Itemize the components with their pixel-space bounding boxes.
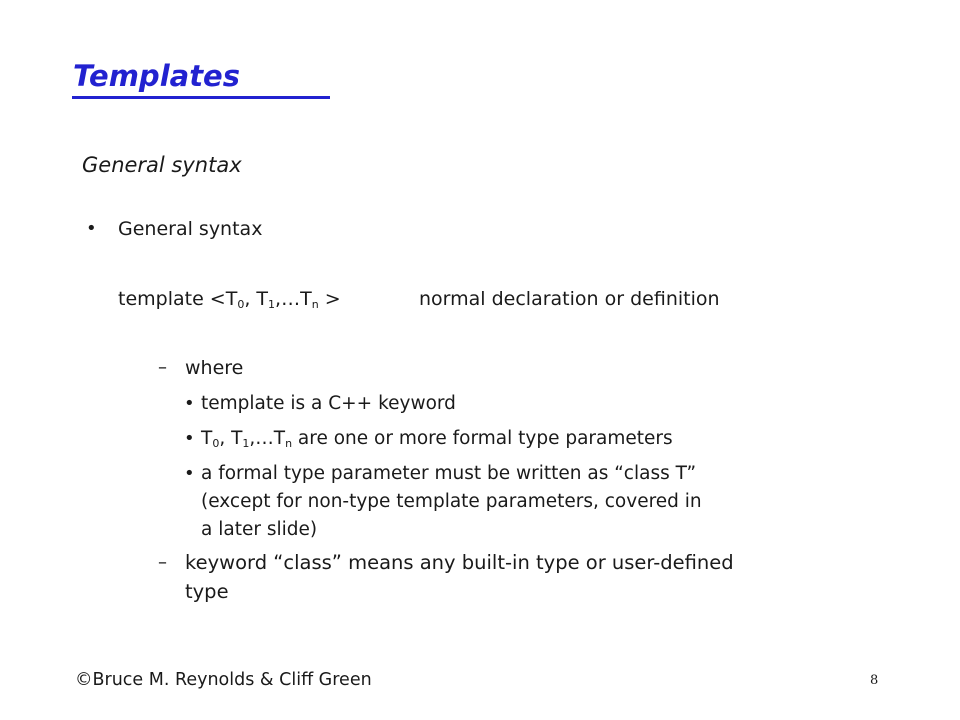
param-sub-1: 1 — [242, 437, 250, 450]
param-t: T — [201, 428, 213, 449]
where-item-class-line-1: a formal type parameter must be written as “class T” — [201, 463, 697, 484]
bullet-dot: • — [86, 218, 97, 239]
param-sub-0: 0 — [212, 437, 220, 450]
where-item-class-line-3: a later slide) — [201, 519, 318, 540]
dash-marker: – — [158, 552, 167, 573]
param-sep-1: , T — [219, 428, 243, 449]
sub-bullet-dot: • — [184, 393, 195, 414]
where-item-type-params — [201, 426, 673, 452]
footer-copyright: ©Bruce M. Reynolds & Cliff Green — [75, 670, 372, 690]
syntax-description: normal declaration or definition — [419, 288, 720, 310]
syntax-sub-n: n — [311, 298, 319, 311]
page-number: 8 — [870, 673, 879, 688]
template-syntax-line — [118, 286, 341, 312]
slide-subtitle: General syntax — [82, 153, 242, 177]
keyword-class-line-2: type — [185, 580, 229, 603]
syntax-sub-0: 0 — [237, 298, 245, 311]
bullet-general-syntax: General syntax — [118, 218, 263, 240]
param-rest: are one or more formal type parameters — [292, 428, 673, 449]
slide-title: Templates — [73, 59, 240, 93]
sub-bullet-dot: • — [184, 428, 195, 449]
syntax-sep-1: , T — [244, 288, 269, 310]
where-item-class-line-2: (except for non-type template parameters, covered in — [201, 491, 702, 512]
where-label: where — [185, 357, 244, 379]
keyword-class-line-1: keyword “class” means any built-in type or user-defined — [185, 551, 734, 574]
syntax-prefix: template <T — [118, 288, 238, 310]
param-sep-2: ,…T — [249, 428, 286, 449]
dash-marker: – — [158, 357, 167, 378]
where-item-keyword: template is a C++ keyword — [201, 393, 456, 414]
title-underline — [72, 96, 330, 99]
syntax-suffix: > — [318, 288, 341, 310]
param-sub-n: n — [285, 437, 293, 450]
syntax-sub-1: 1 — [268, 298, 276, 311]
sub-bullet-dot: • — [184, 463, 195, 484]
syntax-sep-2: ,…T — [275, 288, 312, 310]
